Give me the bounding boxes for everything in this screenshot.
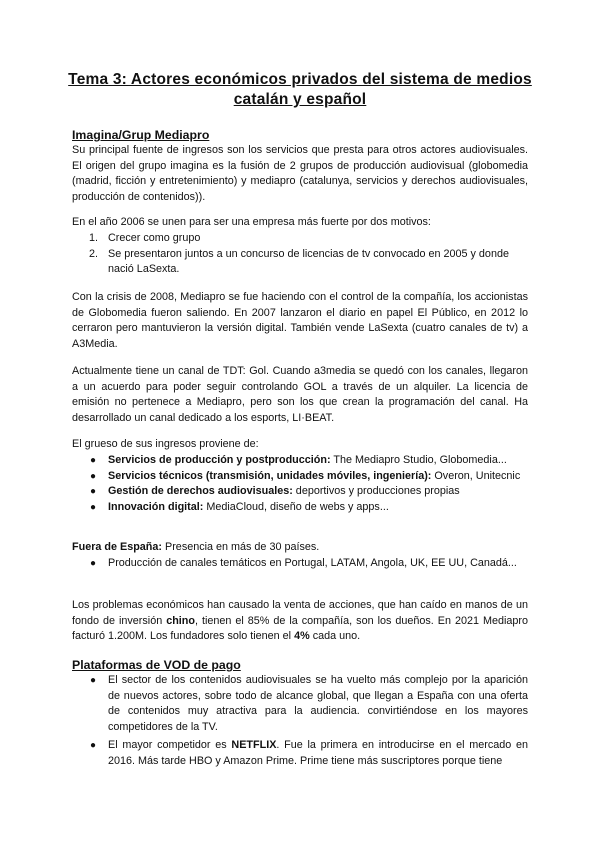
page-title — [60, 70, 540, 110]
paragraph-abroad: Fuera de España: Presencia en más de 30 países. — [72, 541, 320, 553]
paragraph-problems: Los problemas económicos han causado la venta de acciones, que han caído en manos de un fondo de inversión chino, tienen el 85% de la compañía, son los dueños. En 2021 Mediapro facturó 1.200M. Los fundadores solo tienen el 4% cada uno. — [72, 599, 528, 643]
list-item: ● Gestión de derechos audiovisuales: deportivos y producciones propias — [90, 485, 460, 498]
vod-list — [72, 673, 528, 735]
vod-list-2 — [72, 738, 528, 769]
list-item: ● El sector de los contenidos audiovisuales se ha vuelto más complejo por la aparición de nuevos actores, sobre todo de alcance global, que llegan a España con una oferta de contenidos muy atractiva para la audiencia. convirtiéndose en los mayores competidores de la TV. — [90, 674, 528, 733]
list-item: 2. Se presentaron juntos a un concurso de licencias de tv convocado en 2005 y donde nació LaSexta. — [89, 247, 509, 276]
list-item: ● El mayor competidor es NETFLIX. Fue la primera en introducirse en el mercado en 2016. Más tarde HBO y Amazon Prime. Prime tiene más suscriptores porque tiene — [90, 739, 528, 767]
paragraph-intro: Su principal fuente de ingresos son los servicios que presta para otros actores audiovisuales. El origen del grupo imagina es la fusión de 2 grupos de producción audiovisual (globomedia (madrid, ficción y entretenimiento) y mediapro (catalunya, servicios y derechos audiovisuales, producción de contenidos)). — [72, 144, 528, 203]
title-line-2: catalán y español — [233, 91, 367, 108]
paragraph-income-intro: El grueso de sus ingresos proviene de: — [72, 438, 259, 450]
abroad-list — [72, 556, 528, 572]
income-list — [72, 453, 528, 515]
paragraph-crisis-2008: Con la crisis de 2008, Mediapro se fue haciendo con el control de la compañía, los accionistas de Globomedia fueron saliendo. En 2007 lanzaron el diario en papel El Público, en 2012 lo cerraron pero mantuvieron la versión digital. También vende LaSexta (cuatro canales de tv) a A3Media. — [72, 291, 528, 350]
list-item: ● Servicios de producción y postproducción: The Mediapro Studio, Globomedia... — [90, 454, 507, 466]
title-line-1: Tema 3: Actores económicos privados del sistema de medios — [68, 71, 532, 88]
list-item: 1. Crecer como grupo — [89, 232, 201, 244]
paragraph-year-2006: En el año 2006 se unen para ser una empresa más fuerte por dos motivos: — [72, 216, 431, 228]
list-item: ● Producción de canales temáticos en Portugal, LATAM, Angola, UK, EE UU, Canadá... — [90, 557, 517, 569]
reasons-list — [72, 231, 528, 278]
list-item: ● Servicios técnicos (transmisión, unidades móviles, ingeniería): Overon, Unitecnic — [90, 469, 521, 482]
section-heading-mediapro: Imagina/Grup Mediapro — [72, 128, 210, 142]
section-heading-vod: Plataformas de VOD de pago — [72, 658, 241, 672]
list-item: ● Innovación digital: MediaCloud, diseño de webs y apps... — [90, 500, 389, 513]
paragraph-tdt-gol: Actualmente tiene un canal de TDT: Gol. Cuando a3media se quedó con los canales, llegaron a un acuerdo para poder seguir controlando GOL a través de un alquiler. La licencia de emisión no pertenece a Mediapro, pero son los que crean la programación del canal. Ha desarrollado un canal dedicado a los esports, LI·BEAT. — [72, 365, 528, 424]
